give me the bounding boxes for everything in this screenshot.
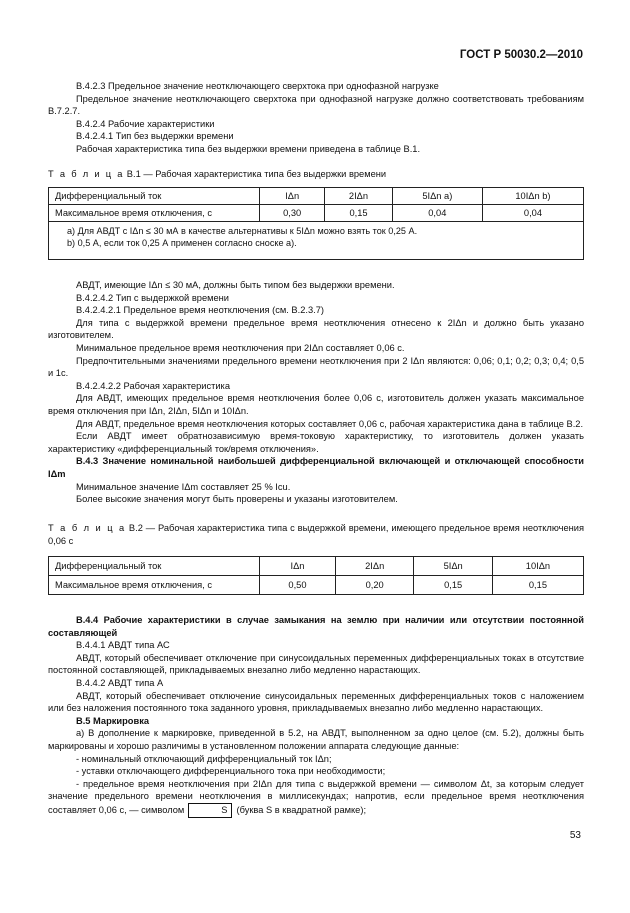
table-cell: Максимальное время отключения, с <box>49 576 260 595</box>
table-b1-note-b: b) 0,5 А, если ток 0,25 А применен согласно сноске а). <box>67 238 297 248</box>
table-cell: 0,04 <box>392 205 482 222</box>
page-number: 53 <box>569 830 581 841</box>
para-max-time: Для АВДТ, имеющих предельное время неотключения более 0,06 с, изготовитель должен указать максимальное время отключения при IΔn, 2IΔn, 5IΔn и 10IΔn. <box>48 393 584 416</box>
table-cell: 5IΔn a) <box>392 188 482 205</box>
para-b4241-heading: В.4.2.4.1 Тип без выдержки времени <box>76 131 234 142</box>
para-b44-heading: В.4.4 Рабочие характеристики в случае замыкания на землю при наличии или отсутствии постоянной составляющей <box>48 615 584 638</box>
table-row <box>49 576 584 595</box>
table-cell: 2IΔn <box>335 557 413 576</box>
table-row <box>49 205 584 222</box>
table-cell: 5IΔn <box>414 557 492 576</box>
table-row <box>49 188 584 205</box>
table-b1-caption-text: В.1 — Рабочая характеристика типа без выдержки времени <box>126 169 387 179</box>
para-ab-instant: АВДТ, имеющие IΔn ≤ 30 мА, должны быть типом без выдержки времени. <box>76 280 395 290</box>
para-b5-a: а) В дополнение к маркировке, приведенной в 5.2, на АВДТ, выполненном за одно целое (см. 5.2), должны быть маркированы и хорошо различимы в установленном положении аппарата следующие данные: <box>48 728 584 751</box>
table-cell: 0,30 <box>260 205 325 222</box>
para-item-settings: - уставки отключающего дифференциального тока при необходимости; <box>76 766 386 777</box>
table-cell: Дифференциальный ток <box>49 557 260 576</box>
item-time-limit-text: - предельное время неотключения при 2IΔn для типа с выдержкой времени — символом Δt, за которым следует значение предельного времени неотключения в миллисекундах; напротив, если предельное время неотключения составляет 0,06 с, — символом <box>48 778 584 815</box>
para-b42421-heading: В.4.2.4.2.1 Предельное время неотключения (см. В.2.3.7) <box>76 305 324 316</box>
para-table-ref: Для АВДТ, предельное время неотключения которых составляет 0,06 с, рабочая характеристика дана в таблице В.2. <box>76 418 584 429</box>
bottom-section <box>48 614 584 818</box>
para-preferred-values: Предпочтительными значениями предельного времени неотключения при 2 IΔn являются: 0,06; 0,1; 0,2; 0,3; 0,4; 0,5 и 1с. <box>48 355 584 379</box>
para-inverse: Если АВДТ имеет обратнозависимую время-токовую характеристику, то изготовитель должен указать характеристику «дифференциальный ток/время отключения». <box>48 431 584 454</box>
para-item-time-limit <box>48 778 584 818</box>
document-code: ГОСТ Р 50030.2—2010 <box>459 49 583 61</box>
table-cell: 0,20 <box>335 576 413 595</box>
para-b42421-text: Для типа с выдержкой времени предельное время неотключения отнесено к 2IΔn и должно быть указано изготовителем. <box>48 317 584 341</box>
para-higher-values: Более высокие значения могут быть проверены и указаны изготовителем. <box>76 494 398 505</box>
para-b423-heading: В.4.2.3 Предельное значение неотключающего сверхтока при однофазной нагрузке <box>76 81 439 91</box>
para-b442-text: АВДТ, который обеспечивает отключение синусоидальных переменных дифференциальных токов с наложением или без наложения постоянного тока заданного уровня, прикладываемых внезапно либо медленно нарастающих. <box>48 690 584 714</box>
item-time-limit-tail: (буква S в квадратной рамке); <box>236 804 367 815</box>
table-cell: 0,15 <box>414 576 492 595</box>
table-b1-notes <box>48 222 584 260</box>
para-b441-text: АВДТ, который обеспечивает отключение при синусоидальных переменных дифференциальных токах в отсутствие постоянной составляющей, прикладываемых внезапно либо медленно нарастающих. <box>48 652 584 676</box>
para-b4241-text: Рабочая характеристика типа без выдержки времени приведена в таблице В.1. <box>76 143 421 154</box>
para-b5-heading: В.5 Маркировка <box>76 715 150 726</box>
table-row <box>49 557 584 576</box>
table-b2 <box>48 556 584 595</box>
table-cell: Максимальное время отключения, с <box>49 205 260 222</box>
table-cell: 0,50 <box>260 576 336 595</box>
table-cell: IΔn <box>260 557 336 576</box>
table-b2-caption-prefix: Т а б л и ц а <box>48 523 127 533</box>
intro-section <box>48 80 584 156</box>
table-b2-caption <box>48 522 584 547</box>
table-cell: IΔn <box>260 188 325 205</box>
para-b42422-heading: В.4.2.4.2.2 Рабочая характеристика <box>76 380 230 391</box>
table-cell: 0,15 <box>492 576 583 595</box>
para-b4242-heading: В.4.2.4.2 Тип с выдержкой времени <box>76 292 230 303</box>
para-b441-heading: В.4.4.1 АВДТ типа АС <box>76 640 170 651</box>
table-cell: 10IΔn <box>492 557 583 576</box>
table-b1-caption <box>48 168 584 181</box>
middle-section <box>48 279 584 506</box>
para-b424-heading: В.4.2.4 Рабочие характеристики <box>76 118 215 129</box>
table-b1-caption-prefix: Т а б л и ц а <box>48 169 125 179</box>
s-boxed-symbol: S <box>188 803 232 818</box>
para-b43-heading: В.4.3 Значение номинальной наибольшей дифференциальной включающей и отключающей способности IΔm <box>48 456 584 479</box>
table-b1-note-a: a) Для АВДТ с IΔn ≤ 30 мА в качестве альтернативы к 5IΔn можно взять ток 0,25 А. <box>67 226 418 236</box>
para-min-idm: Минимальное значение IΔm составляет 25 % Icu. <box>76 481 291 492</box>
para-item-rated-current: - номинальный отключающий дифференциальный ток IΔn; <box>76 753 332 764</box>
para-b423-text: Предельное значение неотключающего сверхтока при однофазной нагрузке должно соответствовать требованиям В.7.2.7. <box>48 93 584 117</box>
table-cell: 0,15 <box>325 205 392 222</box>
table-cell: 2IΔn <box>325 188 392 205</box>
table-cell: 10IΔn b) <box>482 188 583 205</box>
para-min-time: Минимальное предельное время неотключения при 2IΔn составляет 0,06 с. <box>76 342 405 353</box>
table-cell: 0,04 <box>482 205 583 222</box>
table-b1 <box>48 187 584 260</box>
para-b442-heading: В.4.4.2 АВДТ типа А <box>76 677 164 688</box>
table-cell: Дифференциальный ток <box>49 188 260 205</box>
table-b2-caption-text: В.2 — Рабочая характеристика типа с выдержкой времени, имеющего предельное время неотключения 0,06 с <box>48 523 584 546</box>
